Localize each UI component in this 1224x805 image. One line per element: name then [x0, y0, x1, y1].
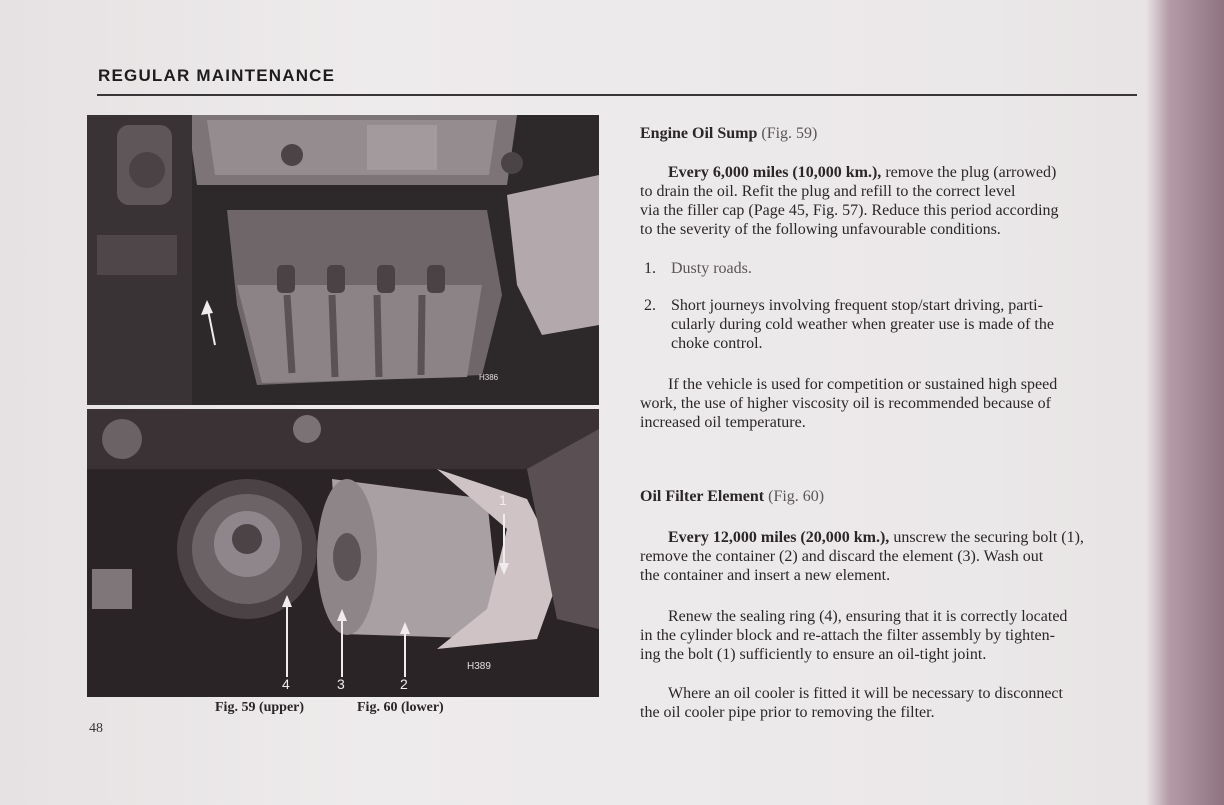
list-text: Short journeys involving frequent stop/start driving, parti- [671, 297, 1043, 314]
competition-paragraph [640, 375, 1140, 432]
header-rule [97, 94, 1137, 96]
para-line: the oil cooler pipe prior to removing the filter. [640, 704, 935, 721]
para-text: remove the plug (arrowed) [881, 164, 1057, 181]
para-line: If the vehicle is used for competition or sustained high speed [668, 376, 1058, 393]
para-line: via the filler cap (Page 45, Fig. 57). Reduce this period according [640, 202, 1059, 219]
para-line: Renew the sealing ring (4), ensuring that it is correctly located [668, 608, 1068, 625]
para-line: to drain the oil. Refit the plug and refill to the correct level [640, 183, 1016, 200]
section-header: REGULAR MAINTENANCE [98, 66, 336, 85]
oil-filter-illustration [87, 409, 599, 697]
para-text: unscrew the securing bolt (1), [889, 529, 1084, 546]
oil-filter-paragraph [640, 528, 1140, 585]
callout-2: 2 [400, 676, 408, 692]
para-line: to the severity of the following unfavourable conditions. [640, 221, 1001, 238]
para-line [640, 163, 1140, 182]
para-line: Where an oil cooler is fitted it will be necessary to disconnect [668, 685, 1063, 702]
interval-bold: Every 12,000 miles (20,000 km.), [668, 529, 890, 546]
heading-text: Engine Oil Sump [640, 125, 758, 142]
section-heading-oil-filter [640, 487, 1140, 506]
fig-60-photo [87, 409, 599, 697]
fig-59-tag: H386 [479, 373, 499, 382]
engine-sump-illustration [87, 115, 599, 405]
renew-paragraph [640, 607, 1140, 664]
section-heading-oil-sump [640, 124, 1140, 143]
heading-fig-ref: (Fig. 60) [768, 488, 825, 505]
para-line: work, the use of higher viscosity oil is recommended because of [640, 395, 1051, 412]
fig-60-tag: H389 [467, 661, 491, 672]
para-line: remove the container (2) and discard the element (3). Wash out [640, 548, 1044, 565]
cooler-paragraph [640, 684, 1140, 722]
list-text: cularly during cold weather when greater use is made of the [671, 316, 1054, 333]
list-text: Dusty roads. [671, 260, 752, 277]
callout-4: 4 [282, 676, 290, 692]
list-item [644, 259, 752, 278]
list-item [644, 296, 1144, 353]
interval-bold: Every 6,000 miles (10,000 km.), [668, 164, 882, 181]
para-line [640, 528, 1140, 547]
list-number: 1. [644, 260, 656, 277]
fig-59-photo [87, 115, 599, 405]
page-number: 48 [89, 721, 103, 736]
list-text: choke control. [671, 335, 763, 352]
callout-3: 3 [337, 676, 345, 692]
caption-fig-59: Fig. 59 (upper) [215, 700, 305, 715]
page-edge-shadow [1146, 0, 1224, 805]
heading-fig-ref: (Fig. 59) [761, 125, 818, 142]
callout-1: 1 [499, 492, 507, 508]
para-line: increased oil temperature. [640, 414, 806, 431]
para-line: ing the bolt (1) sufficiently to ensure an oil-tight joint. [640, 646, 987, 663]
caption-fig-60: Fig. 60 (lower) [357, 700, 444, 715]
para-line: the container and insert a new element. [640, 567, 891, 584]
list-number: 2. [644, 297, 656, 314]
heading-text: Oil Filter Element [640, 488, 765, 505]
oil-sump-paragraph [640, 163, 1140, 239]
para-line: in the cylinder block and re-attach the filter assembly by tighten- [640, 627, 1055, 644]
